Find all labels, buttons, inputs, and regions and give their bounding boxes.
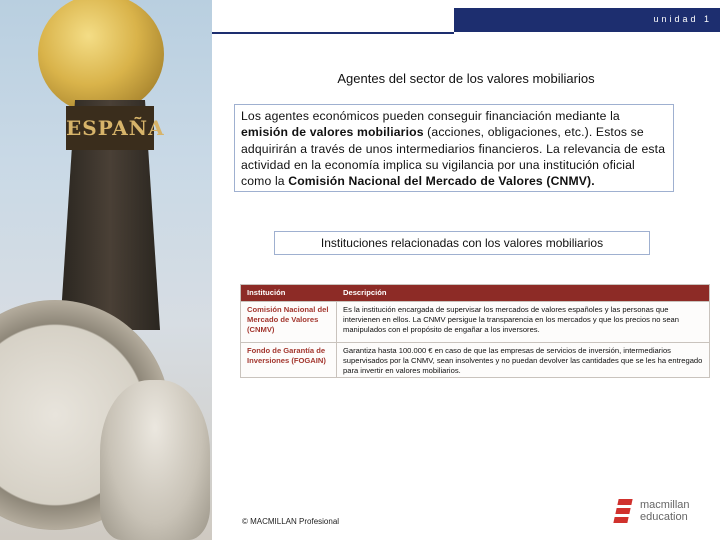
header-rule [212, 8, 454, 34]
section-subtitle: Instituciones relacionadas con los valores mobiliarios [274, 231, 650, 255]
institution-cell: Comisión Nacional del Mercado de Valores (CNMV) [241, 302, 337, 342]
cherub-statue [100, 380, 210, 540]
logo-text [640, 499, 690, 523]
description-cell: Es la institución encargada de supervisar los mercados de valores españoles y las personas que intervienen en ellos. La CNMV persigue la transparencia en los mercados y que los precios no sean manipulados con el propósito de engañar a los inversores. [343, 305, 679, 334]
table-header-description: Descripción [343, 288, 387, 297]
logo-mark-icon [614, 499, 634, 523]
slide-title: Agentes del sector de los valores mobiliarios [337, 71, 595, 86]
intro-text-box [234, 104, 674, 192]
table-header-row [241, 285, 709, 301]
macmillan-logo [614, 497, 706, 527]
espana-sign: ESPAÑA [66, 106, 154, 150]
intro-text-1: Los agentes económicos pueden conseguir financiación mediante la [241, 109, 620, 123]
institutions-table [240, 284, 710, 378]
clock-tower-photo [0, 0, 212, 540]
table-row [241, 342, 709, 377]
description-cell: Garantiza hasta 100.000 € en caso de que las empresas de servicios de inversión, intermediarios supervisados por la CNMV, sean insolventes y no puedan devolver las cantidades que se les ha entregado para invertir en valores mobiliarios. [343, 346, 703, 375]
table-row [241, 301, 709, 342]
institution-cell: Fondo de Garantía de Inversiones (FOGAIN) [241, 343, 337, 377]
unit-label: unidad 1 [653, 14, 712, 24]
intro-bold-2: Comisión Nacional del Mercado de Valores (CNMV). [288, 174, 595, 189]
header-band [454, 8, 720, 32]
intro-text-2: (acciones, obligaciones, etc.). Estos se adquirirán a través de unos intermediarios financieros. La relevancia de esta actividad en la economía implica su vigilancia por una institución oficial como la [241, 125, 666, 189]
table-header-institution: Institución [247, 288, 286, 297]
logo-line-2: education [640, 511, 688, 523]
golden-globe [38, 0, 164, 114]
logo-line-1: macmillan [640, 499, 690, 511]
intro-bold-1: emisión de valores mobiliarios [241, 125, 424, 140]
copyright-footer: © MACMILLAN Profesional [242, 517, 340, 526]
